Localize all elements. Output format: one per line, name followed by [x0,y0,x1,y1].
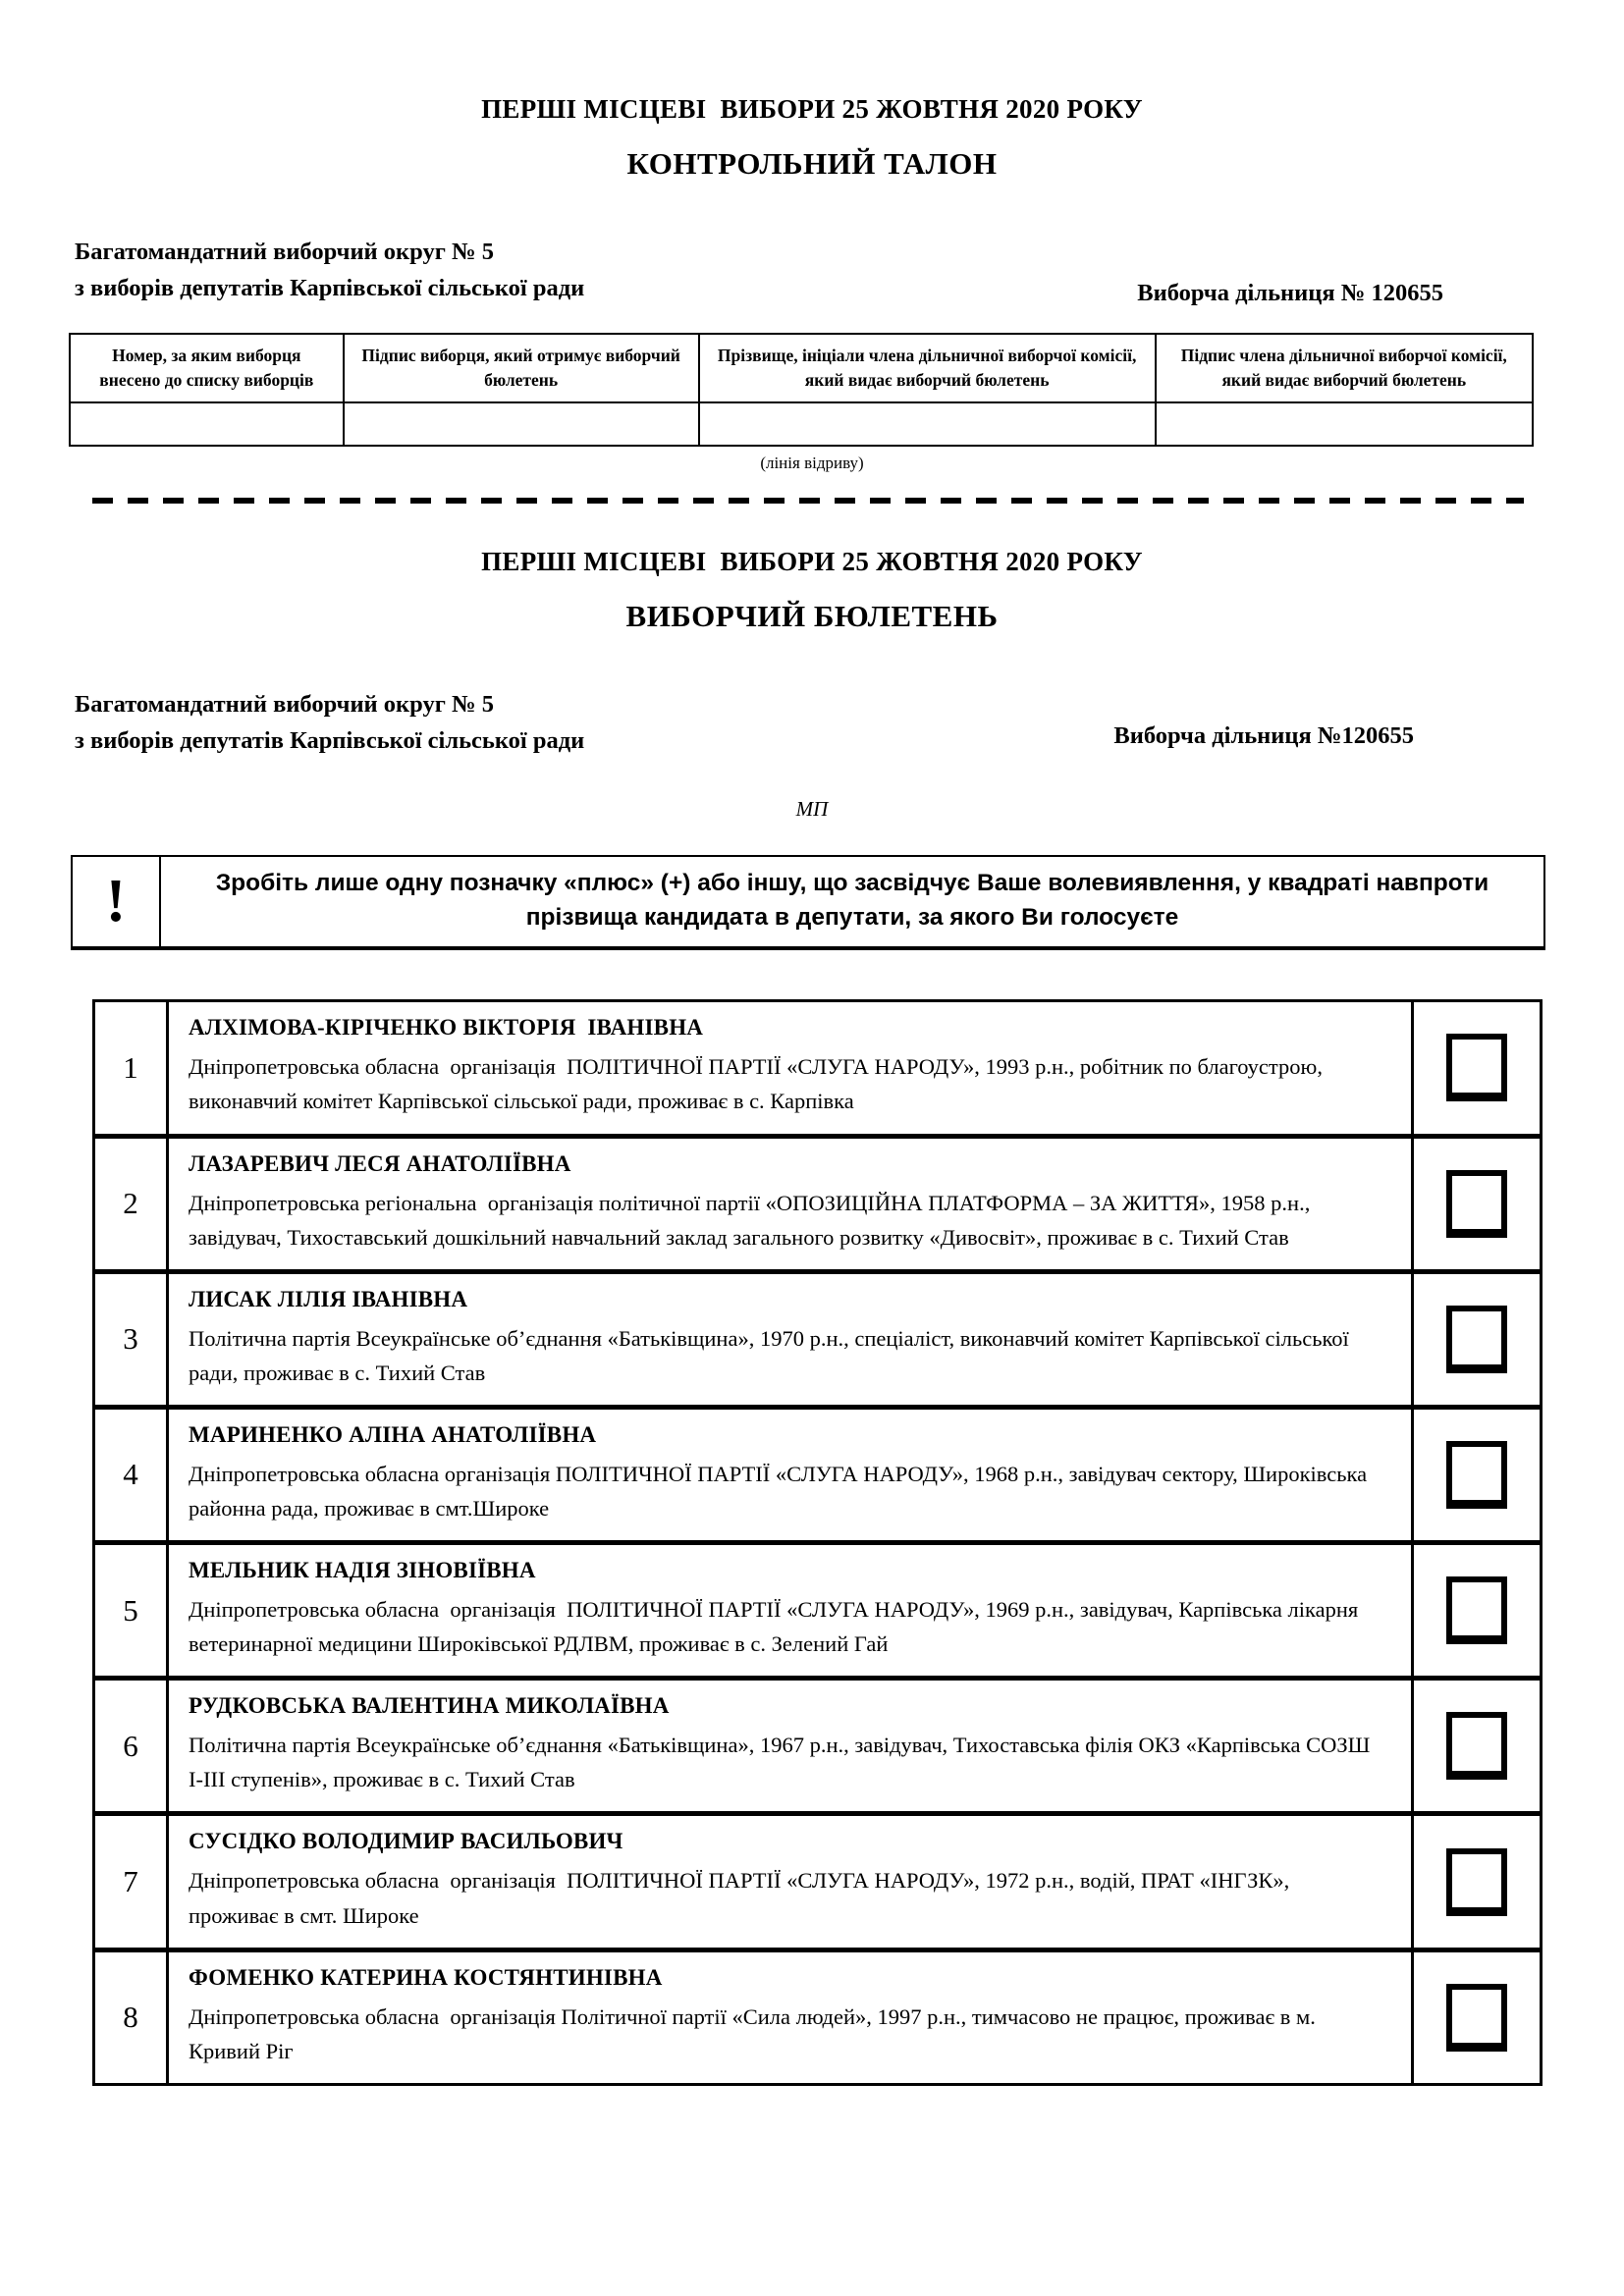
coupon-doc-title: КОНТРОЛЬНИЙ ТАЛОН [626,146,998,181]
coupon-header-voter-signature: Підпис виборця, який отримує виборчий бюлетень [344,334,699,403]
commission-member-signature-input-cell[interactable] [1156,402,1533,446]
candidate-row [94,1949,1542,2084]
ballot-election-title: ПЕРШІ МІСЦЕВІ ВИБОРИ 25 ЖОВТНЯ 2020 РОКУ [481,547,1143,577]
candidate-number: 5 [94,1543,168,1679]
candidate-details: Дніпропетровська обласна організація ПОЛІТИЧНОЇ ПАРТІЇ «СЛУГА НАРОДУ», 1968 р.н., завідувач сектору, Широківська районна рада, проживає в смт.Широке [189,1461,1373,1521]
coupon-district-row [63,235,1561,307]
candidate-details: Політична партія Всеукраїнське об’єднання «Батьківщина», 1970 р.н., спеціаліст, виконавчий комітет Карпівської сільської ради, проживає в с. Тихий Став [189,1325,1355,1385]
instruction-text: Зробіть лише одну позначку «плюс» (+) або іншу, що засвідчує Ваше волевиявлення, у квадраті навпроти прізвища кандидата в депутати, за якого Ви голосуєте [215,869,1489,931]
candidate-row [94,1679,1542,1814]
voter-number-input-cell[interactable] [70,402,344,446]
exclamation-mark-icon: ! [73,857,161,947]
coupon-station-number: Виборча дільниця № 120655 [1137,279,1443,306]
candidate-details: Політична партія Всеукраїнське об’єднання «Батьківщина», 1967 р.н., завідувач, Тихоставська філія ОКЗ «Карпівська СОЗШ І-ІІІ ступенів», проживає в с. Тихий Став [189,1733,1376,1792]
vote-checkbox[interactable] [1446,1441,1507,1509]
candidate-name: СУСІДКО ВОЛОДИМИР ВАСИЛЬОВИЧ [189,1829,623,1854]
candidates-table [92,999,1543,2086]
ballot-district-line1: Багатомандатний виборчий округ № 5 [75,691,494,719]
ballot-section [63,547,1561,2086]
ballot-district-info [63,687,584,760]
voter-signature-input-cell[interactable] [344,402,699,446]
ballot-station-number: Виборча дільниця №120655 [1113,722,1414,749]
ballot-doc-title: ВИБОРЧИЙ БЮЛЕТЕНЬ [625,599,999,634]
candidate-name: МАРИНЕНКО АЛІНА АНАТОЛІЇВНА [189,1421,597,1447]
candidate-number: 7 [94,1814,168,1949]
candidate-number: 6 [94,1679,168,1814]
candidate-name: РУДКОВСЬКА ВАЛЕНТИНА МИКОЛАЇВНА [189,1693,670,1719]
candidate-row [94,1136,1542,1271]
tear-line [92,498,1524,504]
candidate-number: 1 [94,1001,168,1136]
candidate-details: Дніпропетровська регіональна організація політичної партії «ОПОЗИЦІЙНА ПЛАТФОРМА – ЗА ЖИТТЯ», 1958 р.н., завідувач, Тихоставський дошкільний навчальний заклад загального розвитку «Дивосвіт», проживає в с. Тихий Став [189,1190,1316,1250]
candidate-number: 2 [94,1136,168,1271]
candidate-details: Дніпропетровська обласна організація ПОЛІТИЧНОЇ ПАРТІЇ «СЛУГА НАРОДУ», 1969 р.н., завідувач, Карпівська лікарня ветеринарної медицини Широківської РДЛВМ, проживає в с. Зелений Гай [189,1597,1364,1657]
coupon-header-voter-number: Номер, за яким виборця внесено до списку виборців [70,334,344,403]
candidate-row [94,1814,1542,1949]
candidate-row [94,1001,1542,1136]
vote-checkbox[interactable] [1446,1984,1507,2052]
candidate-details: Дніпропетровська обласна організація ПОЛІТИЧНОЇ ПАРТІЇ «СЛУГА НАРОДУ», 1972 р.н., водій, ПРАТ «ІНГЗК», проживає в смт. Широке [189,1868,1295,1928]
candidate-name: ФОМЕНКО КАТЕРИНА КОСТЯНТИНІВНА [189,1964,663,1990]
vote-checkbox[interactable] [1446,1034,1507,1101]
candidate-name: АЛХІМОВА-КІРІЧЕНКО ВІКТОРІЯ ІВАНІВНА [189,1015,704,1041]
candidate-row [94,1271,1542,1407]
candidate-number: 3 [94,1271,168,1407]
control-coupon [63,94,1561,473]
vote-checkbox[interactable] [1446,1306,1507,1373]
coupon-district-line1: Багатомандатний виборчий округ № 5 [75,239,494,265]
vote-checkbox[interactable] [1446,1848,1507,1916]
coupon-election-title: ПЕРШІ МІСЦЕВІ ВИБОРИ 25 ЖОВТНЯ 2020 РОКУ [481,94,1143,124]
coupon-table-header-row [70,334,1533,403]
candidate-name: ЛИСАК ЛІЛІЯ ІВАНІВНА [189,1286,468,1311]
candidate-name: МЕЛЬНИК НАДІЯ ЗІНОВІЇВНА [189,1558,536,1583]
tear-line-label: (лінія відриву) [760,454,864,473]
ballot-district-line2: з виборів депутатів Карпівської сільської ради [75,727,585,754]
stamp-placeholder: МП [795,796,829,821]
vote-checkbox[interactable] [1446,1576,1507,1644]
vote-checkbox[interactable] [1446,1170,1507,1238]
vote-checkbox[interactable] [1446,1712,1507,1780]
instruction-box [71,855,1545,951]
candidate-details: Дніпропетровська обласна організація Політичної партії «Сила людей», 1997 р.н., тимчасово не працює, проживає в м. Кривий Ріг [189,2003,1322,2063]
coupon-district-line2: з виборів депутатів Карпівської сільської ради [75,274,585,301]
candidate-name: ЛАЗАРЕВИЧ ЛЕСЯ АНАТОЛІЇВНА [189,1150,571,1176]
candidate-row [94,1407,1542,1542]
candidate-number: 8 [94,1949,168,2084]
coupon-header-commission-member-signature: Підпис члена дільничної виборчої комісії, який видає виборчий бюлетень [1156,334,1533,403]
coupon-district-info [63,235,584,307]
candidate-details: Дніпропетровська обласна організація ПОЛІТИЧНОЇ ПАРТІЇ «СЛУГА НАРОДУ», 1993 р.н., робітник по благоустрою, виконавчий комітет Карпівської сільської ради, проживає в с. Карпівка [189,1054,1328,1114]
candidate-row [94,1543,1542,1679]
coupon-header-commission-member-name: Прізвище, ініціали члена дільничної виборчої комісії, який видає виборчий бюлетень [699,334,1156,403]
coupon-table-input-row [70,402,1533,446]
ballot-district-row [63,687,1561,760]
commission-member-name-input-cell[interactable] [699,402,1156,446]
coupon-table [69,333,1534,448]
candidate-number: 4 [94,1407,168,1542]
